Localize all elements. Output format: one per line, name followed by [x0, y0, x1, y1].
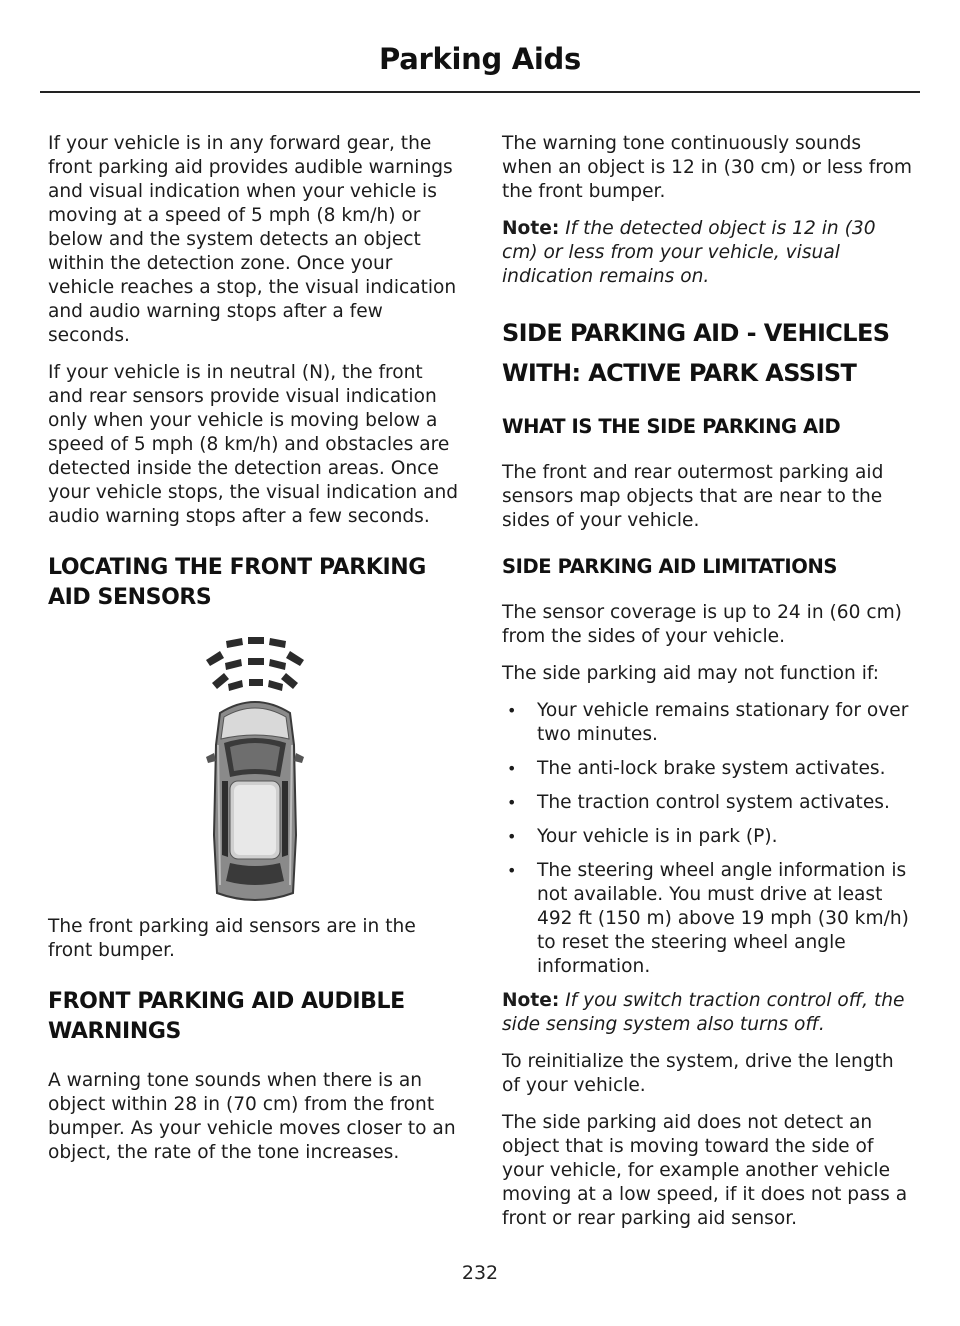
list-item-text: Your vehicle is in park (P).	[537, 826, 778, 847]
list-item-text: The anti-lock brake system activates.	[537, 758, 886, 779]
limitations-list	[502, 699, 916, 979]
right-column	[502, 132, 916, 1244]
heading-limitations: SIDE PARKING AID LIMITATIONS	[502, 555, 838, 578]
list-item-text: Your vehicle remains stationary for over two minutes.	[537, 700, 909, 745]
vehicle-icon	[206, 702, 304, 900]
paragraph-warning-tone: A warning tone sounds when there is an object within 28 in (70 cm) from the front bumper. As your vehicle moves closer to an object, the rate of the tone increases.	[48, 1070, 456, 1163]
heading-what-is: WHAT IS THE SIDE PARKING AID	[502, 415, 841, 438]
front-sensor-figure	[48, 635, 462, 907]
list-item-text: The traction control system activates.	[537, 792, 890, 813]
note-traction-control	[502, 989, 916, 1037]
list-item	[502, 757, 916, 781]
note-label: Note:	[502, 990, 560, 1011]
header-divider	[40, 91, 920, 93]
list-item	[502, 699, 916, 747]
car-top-view-illustration	[48, 635, 462, 907]
heading-side-parking-aid: SIDE PARKING AID - VEHICLES WITH: ACTIVE PARK ASSIST	[502, 319, 890, 387]
paragraph-continuous-tone: The warning tone continuously sounds when an object is 12 in (30 cm) or less from the front bumper.	[502, 133, 913, 202]
bullet-icon: •	[507, 861, 517, 880]
bullet-icon: •	[507, 701, 517, 720]
heading-audible-warnings: FRONT PARKING AID AUDIBLE WARNINGS	[48, 989, 405, 1044]
paragraph-not-detect: The side parking aid does not detect an object that is moving toward the side of your vehicle, for example another vehicle moving at a low speed, if it does not pass a front or rear parking aid sensor.	[502, 1112, 908, 1229]
paragraph-sensors-map: The front and rear outermost parking aid sensors map objects that are near to the sides of your vehicle.	[502, 462, 884, 531]
list-item-text: The steering wheel angle information is not available. You must drive at least 492 ft (150 m) above 19 mph (30 km/h) to reset the steering wheel angle information.	[537, 860, 909, 977]
sensor-wave-icon	[206, 637, 304, 691]
list-item	[502, 825, 916, 849]
note-text: If the detected object is 12 in (30 cm) or less from your vehicle, visual indication remains on.	[502, 218, 876, 287]
paragraph-forward-gear: If your vehicle is in any forward gear, the front parking aid provides audible warnings and visual indication when your vehicle is moving at a speed of 5 mph (8 km/h) or below and the system detects an object within the detection zone. Once your vehicle reaches a stop, the visual indication and audio warning stops after a few seconds.	[48, 133, 457, 346]
page-number: 232	[461, 1262, 499, 1284]
bullet-icon: •	[507, 793, 517, 812]
bullet-icon: •	[507, 759, 517, 778]
paragraph-sensor-coverage: The sensor coverage is up to 24 in (60 cm) from the sides of your vehicle.	[502, 602, 902, 647]
paragraph-may-not-function: The side parking aid may not function if:	[502, 663, 880, 684]
paragraph-sensor-location: The front parking aid sensors are in the front bumper.	[48, 916, 416, 961]
bullet-icon: •	[507, 827, 517, 846]
heading-locating-sensors: LOCATING THE FRONT PARKING AID SENSORS	[48, 555, 426, 610]
paragraph-neutral: If your vehicle is in neutral (N), the front and rear sensors provide visual indication only when your vehicle is moving below a speed of 5 mph (8 km/h) and obstacles are detected inside the detection areas. Once your vehicle stops, the visual indication and audio warning stops after a few seconds.	[48, 362, 459, 527]
note-text: If you switch traction control off, the side sensing system also turns off.	[502, 990, 905, 1035]
list-item	[502, 791, 916, 815]
list-item	[502, 859, 916, 979]
left-column	[48, 132, 462, 1178]
note-label: Note:	[502, 218, 560, 239]
page-title: Parking Aids	[379, 42, 581, 76]
note-visual-indication	[502, 217, 916, 289]
paragraph-reinitialize: To reinitialize the system, drive the length of your vehicle.	[502, 1051, 894, 1096]
